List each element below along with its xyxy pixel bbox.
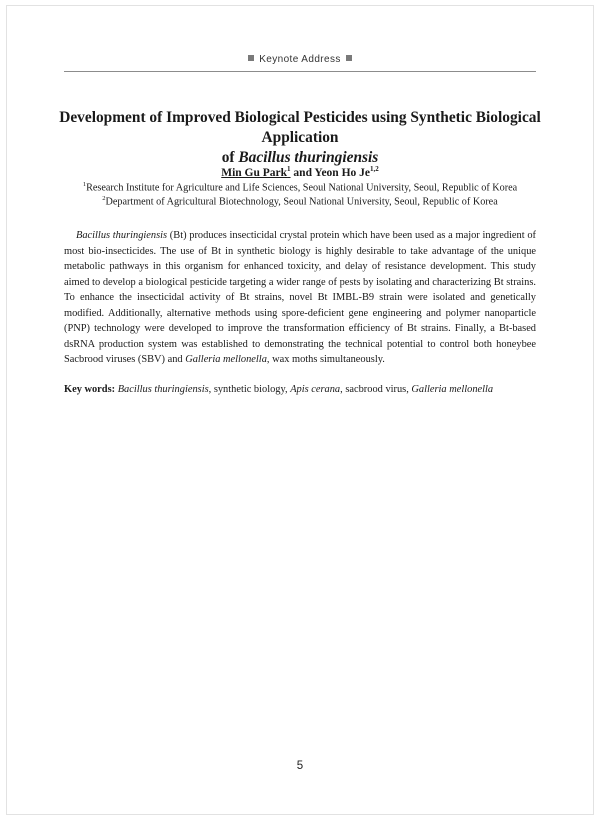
abstract-paragraph [64, 228, 536, 368]
header-label: Keynote Address [259, 54, 341, 65]
keyword-separator: , synthetic biology, [208, 384, 291, 395]
affiliation-text: Research Institute for Agriculture and Life Sciences, Seoul National University, Seoul, Republic of Korea [86, 182, 518, 194]
abstract-tail: , wax moths simultaneously. [266, 354, 385, 365]
affiliation-mark: 2 [102, 195, 106, 202]
affiliation-mark: 1 [82, 181, 87, 188]
keyword-2: Apis cerana [290, 384, 341, 395]
author-1: Min Gu Park [221, 166, 288, 179]
author-line [64, 165, 536, 179]
author-name [221, 167, 290, 179]
running-header [64, 54, 536, 65]
paper-title [56, 108, 544, 168]
author-2: Yeon Ho Je [314, 166, 371, 179]
keywords-label: Key words: [64, 384, 116, 395]
abstract-species-name: Bacillus thuringiensis [76, 230, 168, 241]
keyword-3: Galleria mellonella [411, 384, 494, 395]
affiliation-2 [64, 195, 536, 207]
affiliation-text: Department of Agricultural Biotechnology, Seoul National University, Seoul, Republic of Korea [105, 196, 498, 208]
keywords-line [64, 382, 536, 397]
abstract-species-name-2: Galleria mellonella [185, 354, 267, 365]
page-number: 5 [296, 760, 304, 772]
author-2-affil-mark: 1,2 [370, 165, 379, 173]
abstract-body: (Bt) produces insecticidal crystal protein which have been used as a major ingredient of most bio-insecticides. The use of Bt in synthetic biology is highly desirable to take advantage of the unique metabolic pathways in this organism for enhanced toxicity, and delay of resistance development. This study aimed to develop a biological pesticide targeting a wider range of pests by isolating and characterizing Bt strains. To enhance the insecticidal activity of Bt strains, novel Bt IMBL-B9 strain were isolated and genetically modified. Additionally, alternative methods using spore-deficient gene engineering and polymer nanoparticle (PNP) technology were developed to improve the transformation efficiency of Bt strains. Finally, a Bt-based dsRNA production system was established to demonstrating the technical potential to control both honeybee Sacbrood viruses (SBV) and [64, 230, 536, 365]
keyword-1: Bacillus thuringiensis [117, 384, 209, 395]
author-1-affil-mark: 1 [287, 165, 291, 173]
square-bullet-icon [346, 55, 352, 61]
keyword-separator: , sacbrood virus, [340, 384, 412, 395]
title-line-2-prefix: of [221, 149, 235, 166]
title-species-name: Bacillus thuringiensis [238, 149, 379, 166]
header-divider [64, 71, 536, 72]
author-conjunction: and [293, 166, 312, 179]
square-bullet-icon [248, 55, 254, 61]
title-line-1: Development of Improved Biological Pesticides using Synthetic Biological Application [59, 109, 541, 146]
affiliation-1 [64, 181, 536, 193]
